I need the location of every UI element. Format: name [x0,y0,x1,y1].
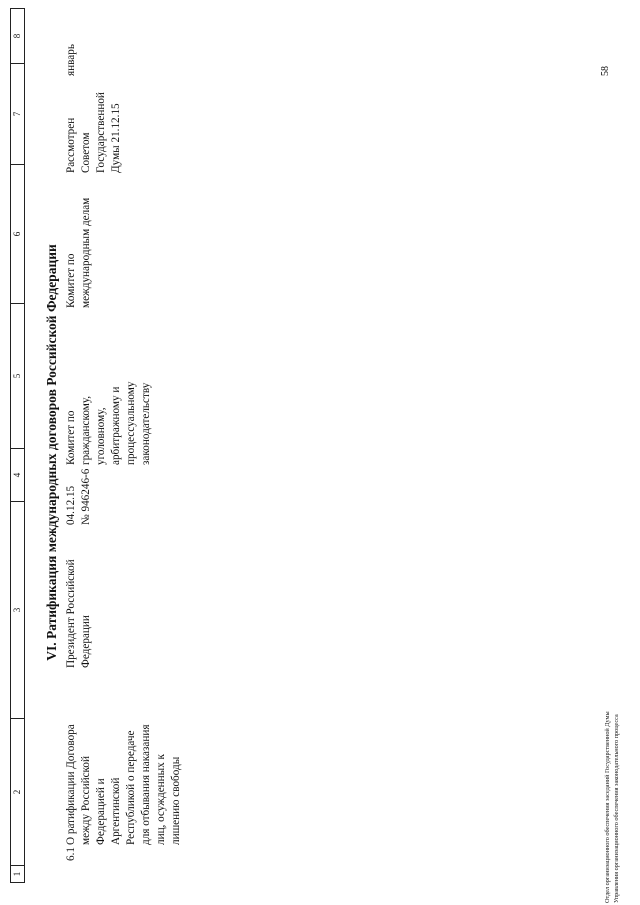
row-status: Рассмотрен Советом Государственной Думы 21.12.15 [65,92,122,173]
page-number: 58 [600,66,611,76]
column-divider [11,303,24,304]
footer [603,711,621,903]
row-month: январь [65,44,77,76]
row-co-committee: Комитет по международным делам [65,197,92,308]
column-header-5: 5 [12,373,22,379]
column-divider [11,63,24,64]
column-divider [11,448,24,449]
row-committee: Комитет по гражданскому, уголовному, арбитражному и процессуальному законодательству [65,381,152,465]
column-header-4: 4 [12,472,22,478]
column-divider [11,501,24,502]
column-divider [11,718,24,719]
column-header-row [10,8,25,883]
row-registration: 04.12.15 № 946246-6 [65,468,92,525]
section-title: VI. Ратификация международных договоров Российской Федерации [44,244,59,661]
column-header-2: 2 [12,789,22,795]
footer-line-2: Управления организационного обеспечения законодательного процесса [613,714,620,903]
column-divider [11,164,24,165]
column-header-6: 6 [12,231,22,237]
footer-line-1: Отдел организационного обеспечения заседаний Государственной Думы [604,711,611,903]
column-divider [11,865,24,866]
row-title: О ратификации Договора между Российской Федерацией и Аргентинской Республикой о передаче для отбывания наказания лиц, осужденных к лишению свободы [65,724,182,845]
column-header-8: 8 [12,33,22,39]
column-header-7: 7 [12,111,22,117]
row-initiator: Президент Российской Федерации [65,559,92,668]
column-header-1: 1 [12,871,22,877]
column-header-3: 3 [12,607,22,613]
row-number: 6.1 [65,847,77,861]
